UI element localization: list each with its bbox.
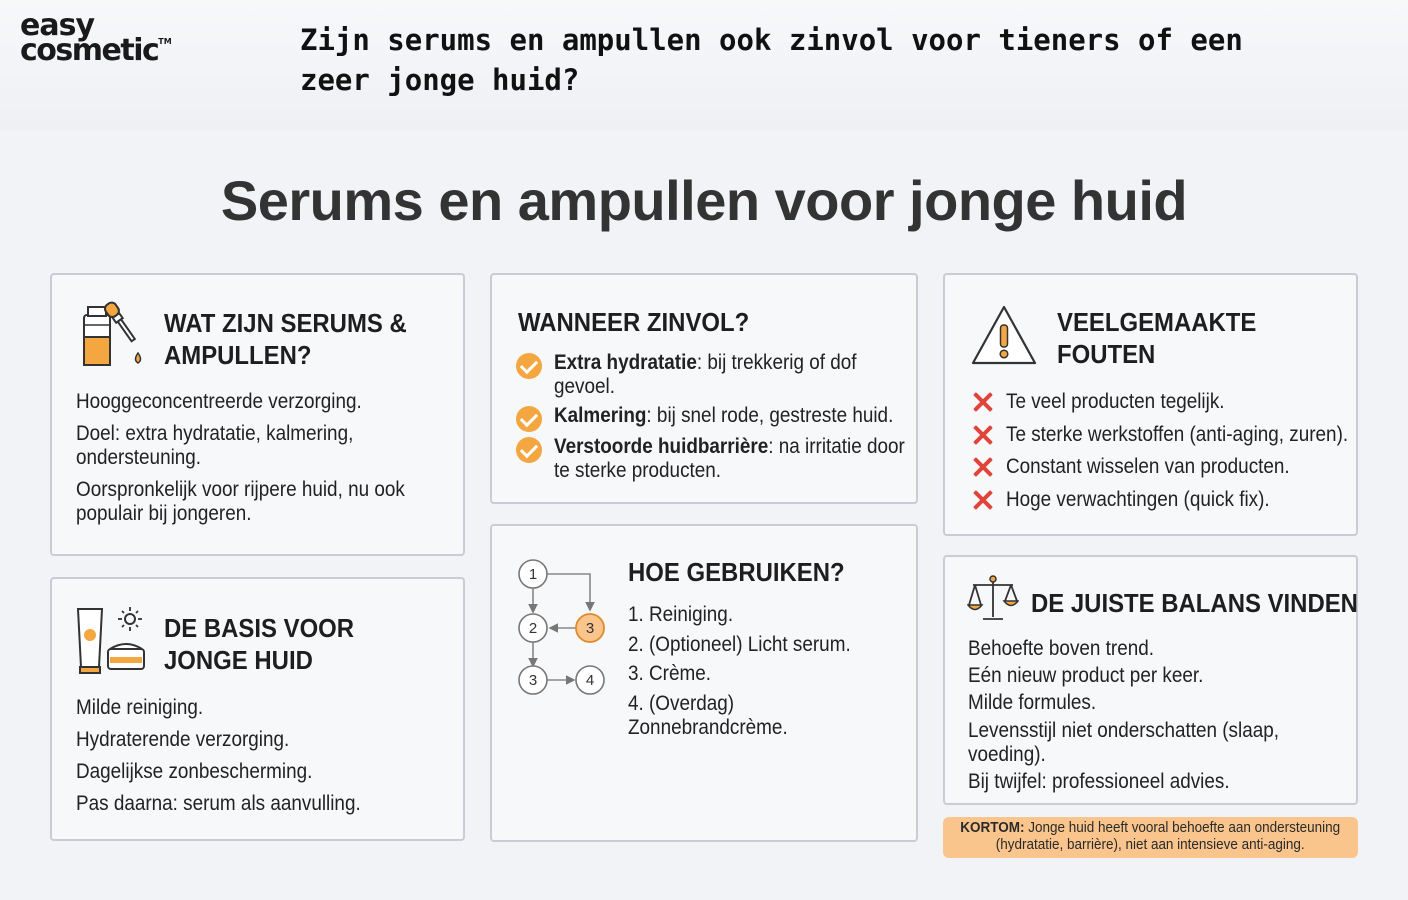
cross-icon — [971, 423, 995, 447]
kortom-line2: (hydratatie, barrière), niet aan intensieve anti-aging. — [996, 837, 1305, 853]
card-paragraph: Dagelijkse zonbescherming. — [76, 760, 313, 783]
kortom-label: KORTOM: — [960, 820, 1025, 836]
card-title: WANNEER ZINVOL? — [518, 307, 750, 337]
item-label: Kalmering — [554, 404, 647, 427]
cross-icon — [971, 390, 995, 414]
step-item: 1. Reiniging. — [628, 603, 734, 626]
cross-icon — [971, 455, 995, 479]
flow-label: 4 — [585, 672, 595, 689]
card-paragraph: Oorspronkelijk voor rijpere huid, nu ook populair bij jongeren. — [76, 478, 405, 525]
card-fouten — [943, 273, 1358, 536]
card-paragraph: Behoefte boven trend. — [968, 637, 1155, 660]
step-item: 3. Crème. — [628, 662, 711, 685]
item-text: Hoge verwachtingen (quick fix). — [1006, 488, 1270, 511]
kortom-summary — [943, 817, 1358, 858]
card-paragraph: Pas daarna: serum als aanvulling. — [76, 792, 361, 815]
flow-label: 2 — [528, 620, 538, 637]
tube-jar-sun-icon — [74, 605, 146, 677]
item-text: Te veel producten tegelijk. — [1006, 390, 1225, 413]
card-basis — [50, 577, 465, 841]
item-text: Te sterke werkstoffen (anti-aging, zuren). — [1006, 423, 1349, 446]
card-paragraph: Milde reiniging. — [76, 696, 204, 719]
kortom-line1: Jonge huid heeft vooral behoefte aan ondersteuning — [1024, 820, 1341, 836]
card-paragraph: Hydraterende verzorging. — [76, 728, 290, 751]
card-wat-zijn — [50, 273, 465, 556]
check-icon — [516, 437, 542, 463]
logo-line2: cosmetic — [20, 32, 159, 68]
card-wanneer — [490, 273, 918, 504]
cross-icon — [971, 488, 995, 512]
flow-label: 3 — [528, 672, 538, 689]
step-flow-icon — [516, 558, 610, 698]
step-item: 2. (Optioneel) Licht serum. — [628, 633, 851, 656]
item-label: Extra hydratatie — [554, 351, 697, 374]
item-text: Constant wisselen van producten. — [1006, 455, 1290, 478]
flow-label: 1 — [528, 566, 538, 583]
check-icon — [516, 406, 542, 432]
step-item: 4. (Overdag) Zonnebrandcrème. — [628, 692, 788, 739]
item-label: Verstoorde huidbarrière — [554, 435, 769, 458]
card-paragraph: Levensstijl niet onderschatten (slaap, voeding). — [968, 719, 1279, 766]
logo-line1: easy — [20, 8, 95, 43]
item-text: : na irritatie door te sterke producten. — [554, 435, 905, 482]
page-question: Zijn serums en ampullen ook zinvol voor tieners of een zeer jonge huid? — [300, 23, 1243, 97]
card-hoe — [490, 524, 918, 842]
warning-triangle-icon — [969, 303, 1039, 367]
card-paragraph: Doel: extra hydratatie, kalmering, ondersteuning. — [76, 422, 354, 469]
check-icon — [516, 353, 542, 379]
card-title: HOE GEBRUIKEN? — [628, 557, 845, 587]
card-paragraph: Eén nieuw product per keer. — [968, 664, 1204, 687]
card-title: WAT ZIJN SERUMS & AMPULLEN? — [164, 308, 407, 370]
item-text: : bij snel rode, gestreste huid. — [646, 404, 894, 427]
flow-label: 3 — [585, 620, 595, 637]
card-balans — [943, 555, 1358, 805]
card-paragraph: Hooggeconcentreerde verzorging. — [76, 390, 362, 413]
page-title: Serums en ampullen voor jonge huid — [220, 169, 1188, 232]
card-paragraph: Bij twijfel: professioneel advies. — [968, 770, 1230, 793]
balance-scale-icon — [967, 573, 1019, 623]
card-title: VEELGEMAAKTE FOUTEN — [1057, 307, 1257, 369]
logo-tm: TM — [158, 36, 172, 46]
card-paragraph: Milde formules. — [968, 691, 1097, 714]
card-title: DE JUISTE BALANS VINDEN — [1031, 588, 1358, 618]
brand-logo[interactable] — [20, 8, 172, 68]
card-title: DE BASIS VOOR JONGE HUID — [164, 613, 355, 675]
dropper-bottle-icon — [78, 297, 148, 371]
item-text: : bij trekkerig of dof gevoel. — [554, 351, 857, 398]
